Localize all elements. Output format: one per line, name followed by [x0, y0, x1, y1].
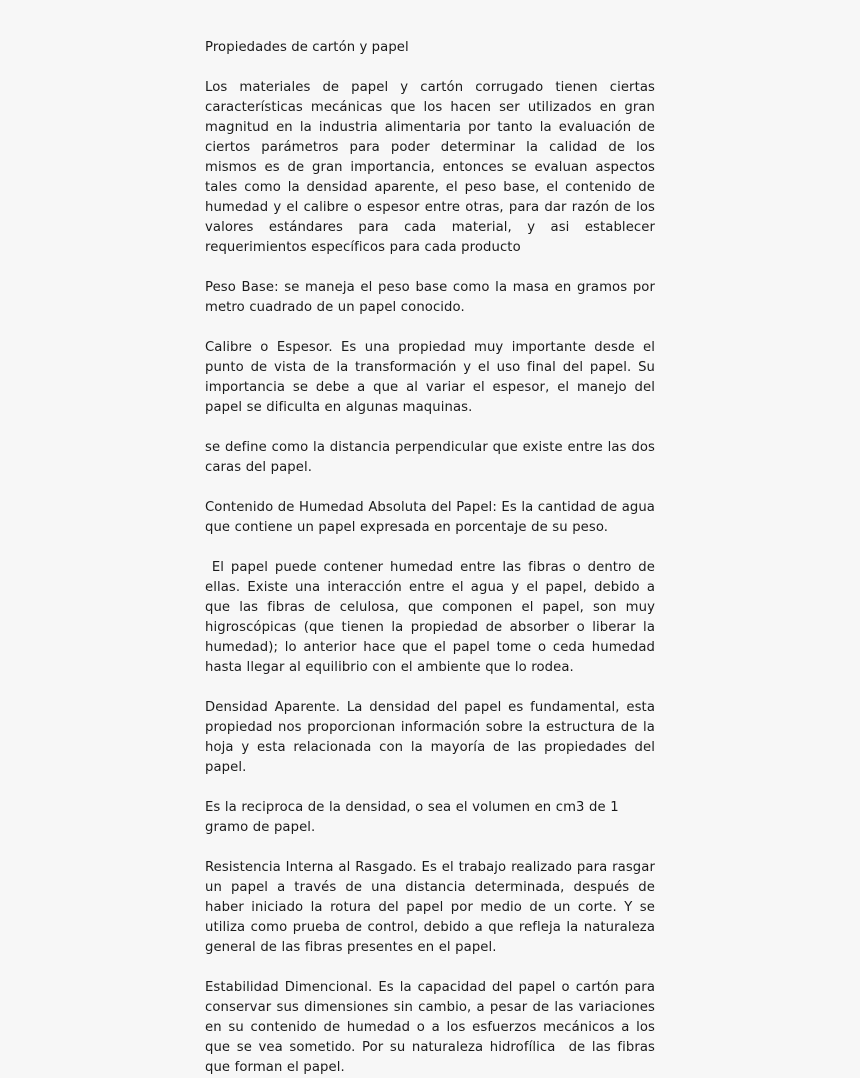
paragraph-contenido-humedad: Contenido de Humedad Absoluta del Papel: Es la cantidad de agua que contiene un papel expresada en porcentaje de su peso.	[205, 500, 660, 535]
document-page	[205, 0, 660, 1078]
paragraph-estabilidad-dimensional: Estabilidad Dimencional. Es la capacidad del papel o cartón para conservar sus dimensiones sin cambio, a pesar de las variaciones en su contenido de humedad o a los esfuerzos mecánicos a los que se vea sometido. Por su naturaleza hidrofílica de las fibras que forman el papel.	[205, 980, 660, 1075]
paragraph-intro: Los materiales de papel y cartón corrugado tienen ciertas características mecánicas que los hacen ser utilizados en gran magnitud en la industria alimentaria por tanto la evaluación de ciertos parámetros para poder determinar la calidad de los mismos es de gran importancia, entonces se evaluan aspectos tales como la densidad aparente, el peso base, el contenido de humedad y el calibre o espesor entre otras, para dar razón de los valores estándares para cada material, y asi establecer requerimientos específicos para cada producto	[205, 80, 660, 255]
paragraph-humedad-fibras: El papel puede contener humedad entre las fibras o dentro de ellas. Existe una interacción entre el agua y el papel, debido a que las fibras de celulosa, que componen el papel, son muy higroscópicas (que tienen la propiedad de absorber o liberar la humedad); lo anterior hace que el papel tome o ceda humedad hasta llegar al equilibrio con el ambiente que lo rodea.	[205, 560, 660, 675]
paragraph-calibre-espesor: Calibre o Espesor. Es una propiedad muy importante desde el punto de vista de la transformación y el uso final del papel. Su importancia se debe a que al variar el espesor, el manejo del papel se dificulta en algunas maquinas.	[205, 340, 660, 415]
paragraph-densidad-aparente: Densidad Aparente. La densidad del papel es fundamental, esta propiedad nos proporcionan información sobre la estructura de la hoja y esta relacionada con la mayoría de las propiedades del papel.	[205, 700, 660, 775]
paragraph-definicion-distancia: se define como la distancia perpendicular que existe entre las dos caras del papel.	[205, 440, 660, 475]
paragraph-reciproca-densidad: Es la reciproca de la densidad, o sea el volumen en cm3 de 1 gramo de papel.	[205, 800, 624, 835]
paragraph-peso-base: Peso Base: se maneja el peso base como la masa en gramos por metro cuadrado de un papel conocido.	[205, 280, 660, 315]
page-title: Propiedades de cartón y papel	[205, 40, 409, 55]
paragraph-resistencia-rasgado: Resistencia Interna al Rasgado. Es el trabajo realizado para rasgar un papel a través de una distancia determinada, después de haber iniciado la rotura del papel por medio de un corte. Y se utiliza como prueba de control, debido a que refleja la naturaleza general de las fibras presentes en el papel.	[205, 860, 660, 955]
